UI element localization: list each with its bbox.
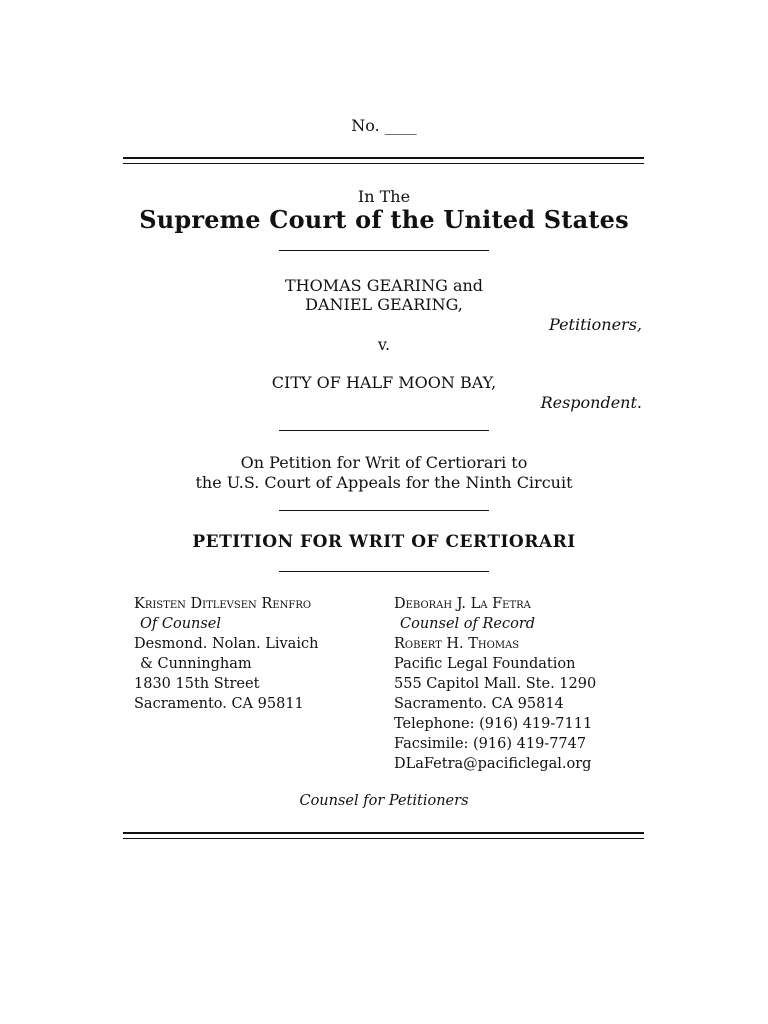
versus-label: v. (377, 335, 391, 354)
counsel-name: Kristen Ditlevsen Renfro (134, 596, 312, 612)
writ-line-2: the U.S. Court of Appeals for the Ninth Circuit (195, 473, 573, 492)
firm-name-line2: & Cunningham (140, 656, 252, 672)
email-address: DLaFetra@pacificlegal.org (394, 756, 592, 772)
counsel-role: Counsel of Record (400, 616, 536, 632)
top-double-rule (123, 157, 644, 164)
divider-rule (279, 510, 489, 511)
court-name: Supreme Court of the United States (139, 205, 629, 234)
respondent-name: CITY OF HALF MOON BAY, (271, 373, 497, 392)
counsel-block-left (134, 594, 318, 714)
writ-line-1: On Petition for Writ of Certiorari to (240, 453, 528, 472)
counsel-role: Of Counsel (140, 616, 222, 632)
petitioners-label: Petitioners, (549, 315, 642, 334)
counsel-for-label: Counsel for Petitioners (299, 793, 469, 809)
divider-rule (279, 250, 489, 251)
street-address: 1830 15th Street (134, 676, 260, 692)
petitioner-names-line2: DANIEL GEARING, (305, 295, 463, 314)
bottom-double-rule (123, 832, 644, 839)
street-address: 555 Capitol Mall. Ste. 1290 (394, 676, 597, 692)
facsimile: Facsimile: (916) 419-7747 (394, 736, 587, 752)
organization-name: Pacific Legal Foundation (394, 656, 576, 672)
divider-rule (279, 430, 489, 431)
petitioner-names-line1: THOMAS GEARING and (284, 276, 484, 295)
counsel-block-right (394, 594, 596, 774)
docket-number: No. ____ (351, 116, 417, 135)
in-the-label: In The (357, 187, 411, 206)
divider-rule (279, 571, 489, 572)
city-address: Sacramento. CA 95814 (394, 696, 564, 712)
counsel-name-secondary: Robert H. Thomas (394, 636, 520, 652)
firm-name-line1: Desmond. Nolan. Livaich (134, 636, 319, 652)
counsel-name: Deborah J. La Fetra (394, 596, 531, 612)
telephone: Telephone: (916) 419-7111 (394, 716, 593, 732)
document-title: PETITION FOR WRIT OF CERTIORARI (192, 532, 576, 552)
city-address: Sacramento. CA 95811 (134, 696, 304, 712)
respondent-label: Respondent. (540, 393, 642, 412)
